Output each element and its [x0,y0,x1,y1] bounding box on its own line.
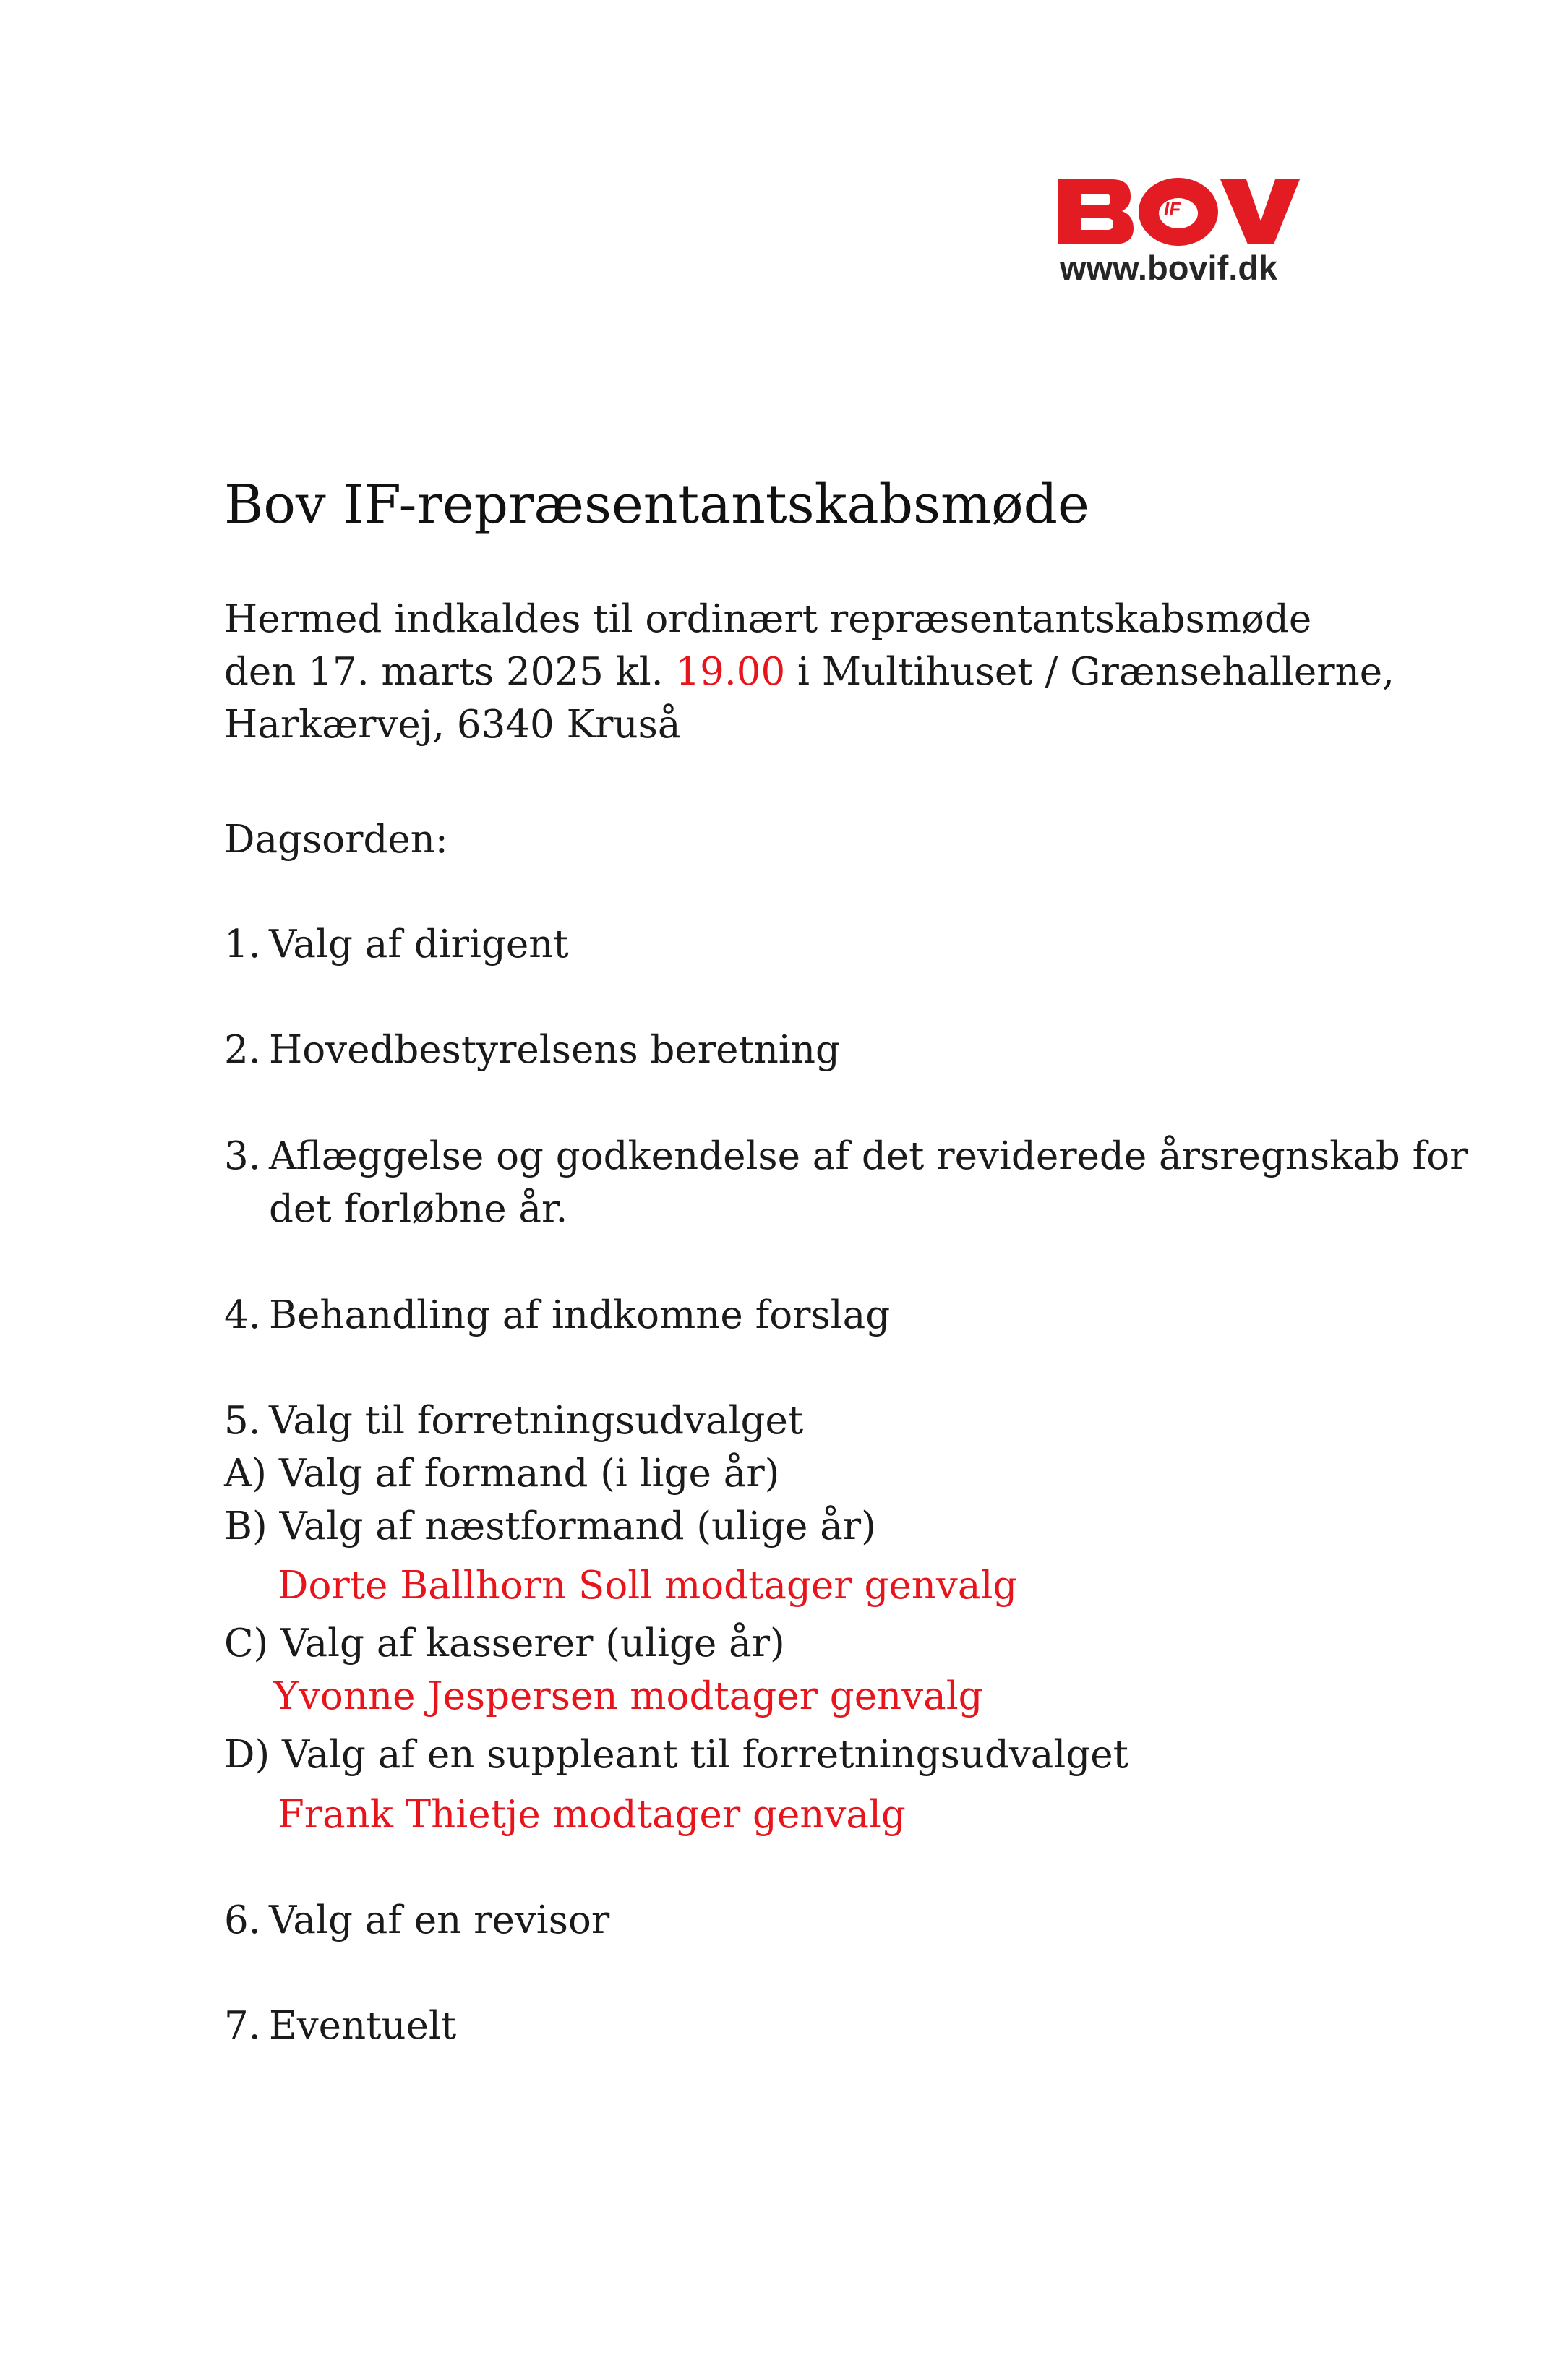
agenda-item [224,1130,1468,1183]
agenda-item-number: 2. [224,1028,261,1072]
agenda-item-text: Valg af dirigent [269,922,569,967]
sub-item-label: D) [224,1733,270,1777]
sub-item-label: A) [224,1452,267,1496]
agenda-item-continuation: det forløbne år. [269,1187,568,1231]
meeting-time: 19.00 [675,650,786,694]
agenda-item [224,1894,609,1947]
sub-item [224,1728,1128,1781]
agenda-item-text: Eventuelt [269,2004,457,2048]
agenda-item [224,1024,840,1076]
agenda-item-number: 7. [224,2004,261,2048]
invitation-paragraph [224,593,1395,751]
sub-item-text: Valg af næstformand (ulige år) [279,1504,876,1548]
sub-item [224,1500,876,1553]
agenda-item [224,918,569,971]
sub-item-text: Valg af formand (i lige år) [278,1452,780,1496]
agenda-heading: Dagsorden: [224,818,448,862]
agenda-item-text: Valg til forretningsudvalget [269,1399,804,1443]
agenda-item-text: Aflæggelse og godkendelse af det reviderede årsregnskab for [269,1134,1468,1178]
sub-item-text: Valg af en suppleant til forretningsudvalget [282,1733,1128,1777]
agenda-item-number: 4. [224,1293,261,1337]
agenda-item [224,1289,890,1342]
sub-item-label: C) [224,1621,269,1666]
agenda-item-text: Valg af en revisor [269,1898,610,1942]
sub-item [224,1447,779,1500]
sub-item-label: B) [224,1504,267,1548]
agenda-item-text: Behandling af indkomne forslag [269,1293,891,1337]
agenda-item-number: 6. [224,1898,261,1942]
sub-item [224,1617,785,1670]
agenda-item-text: Hovedbestyrelsens beretning [269,1028,840,1072]
agenda-item [224,1394,803,1447]
agenda-item-number: 5. [224,1399,261,1443]
agenda-item [224,2000,456,2052]
sub-item-text: Valg af kasserer (ulige år) [280,1621,785,1666]
agenda-item-number: 1. [224,922,261,967]
page-title: Bov IF-repræsentantskabsmøde [224,473,1089,536]
logo-badge: IF [1164,198,1181,220]
bov-if-logo [1055,173,1301,293]
website-url: www.bovif.dk [1060,249,1278,287]
candidate-note: Frank Thietje modtager genvalg [278,1793,906,1837]
candidate-note: Yvonne Jespersen modtager genvalg [273,1674,983,1718]
agenda-item-number: 3. [224,1134,261,1178]
intro-before-time: Hermed indkaldes til ordinært repræsentantskabsmøde den 17. marts 2025 kl. [224,597,1312,694]
candidate-note: Dorte Ballhorn Soll modtager genvalg [278,1564,1018,1608]
intro-after-time: i Multihuset / Grænsehallerne, Harkærvej, 6340 Kruså [224,650,1395,747]
